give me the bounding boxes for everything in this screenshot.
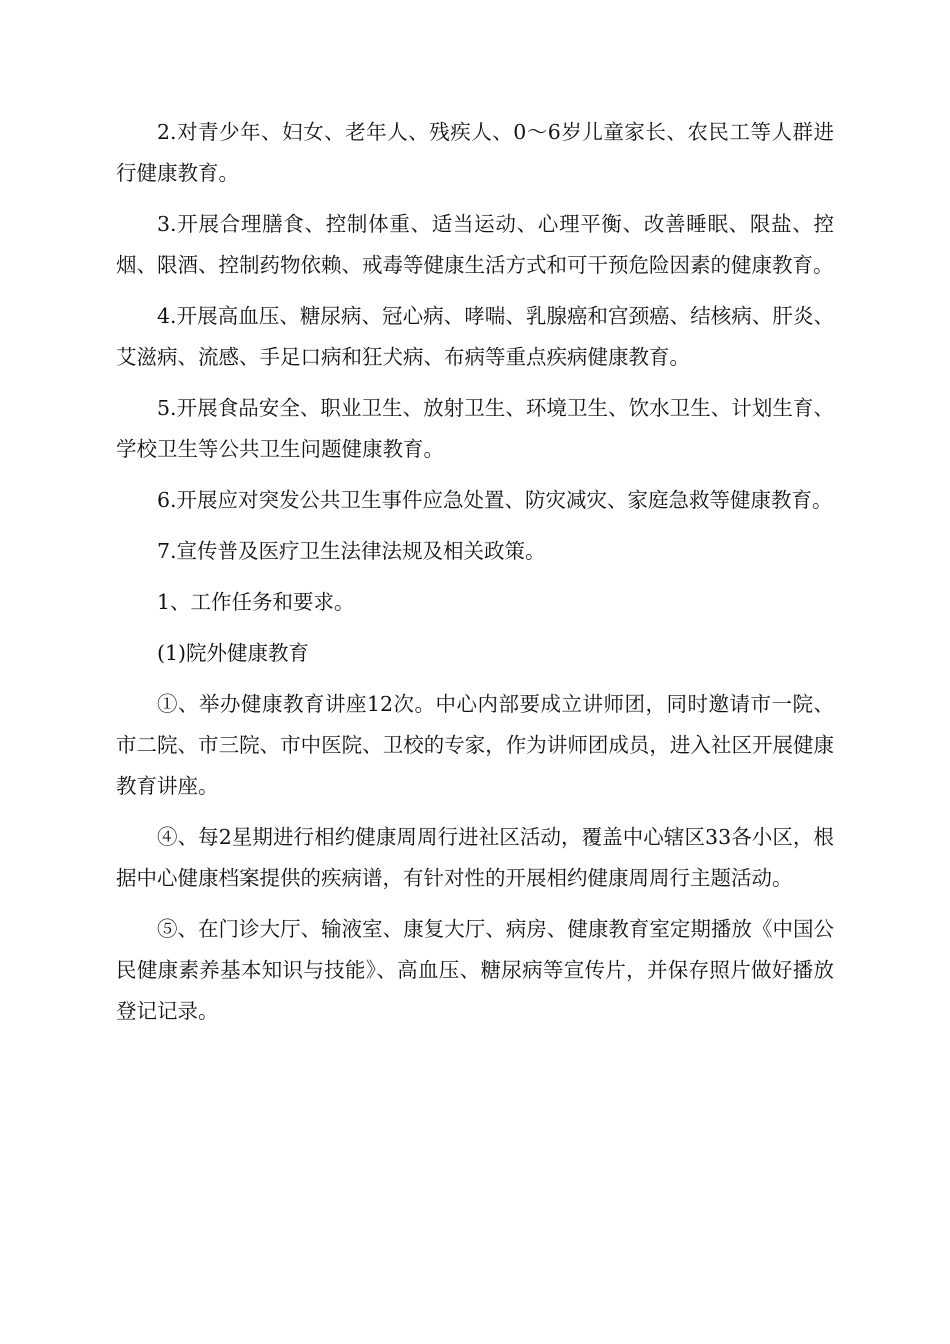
- heading-outside-education: (1)院外健康教育: [157, 641, 310, 665]
- paragraph-emergency: 6.开展应对突发公共卫生事件应急处置、防灾减灾、家庭急救等健康教育。: [157, 488, 833, 512]
- paragraph-regulations: 7.宣传普及医疗卫生法律法规及相关政策。: [157, 539, 546, 563]
- heading-tasks: 1、工作任务和要求。: [157, 590, 355, 614]
- paragraph-public-health: 5.开展食品安全、职业卫生、放射卫生、环境卫生、饮水卫生、计划生育、学校卫生等公共卫生问题健康教育。: [116, 396, 834, 461]
- paragraph-video-playback: ⑤、在门诊大厅、输液室、康复大厅、病房、健康教育室定期播放《中国公民健康素养基本知识与技能》、高血压、糖尿病等宣传片，并保存照片做好播放登记记录。: [116, 917, 834, 1023]
- paragraph-healthy-lifestyle: 3.开展合理膳食、控制体重、适当运动、心理平衡、改善睡眠、限盐、控烟、限酒、控制药物依赖、戒毒等健康生活方式和可干预危险因素的健康教育。: [116, 212, 834, 277]
- paragraph-community-activity: ④、每2星期进行相约健康周周行进社区活动，覆盖中心辖区33各小区，根据中心健康档案提供的疾病谱，有针对性的开展相约健康周周行主题活动。: [116, 825, 834, 890]
- paragraph-key-diseases: 4.开展高血压、糖尿病、冠心病、哮喘、乳腺癌和宫颈癌、结核病、肝炎、艾滋病、流感、手足口病和狂犬病、布病等重点疾病健康教育。: [116, 304, 834, 369]
- document-body: [116, 112, 834, 1042]
- paragraph-lectures: ①、举办健康教育讲座12次。中心内部要成立讲师团，同时邀请市一院、市二院、市三院、市中医院、卫校的专家，作为讲师团成员，进入社区开展健康教育讲座。: [116, 692, 834, 798]
- paragraph-target-groups: 2.对青少年、妇女、老年人、残疾人、0～6岁儿童家长、农民工等人群进行健康教育。: [116, 120, 834, 185]
